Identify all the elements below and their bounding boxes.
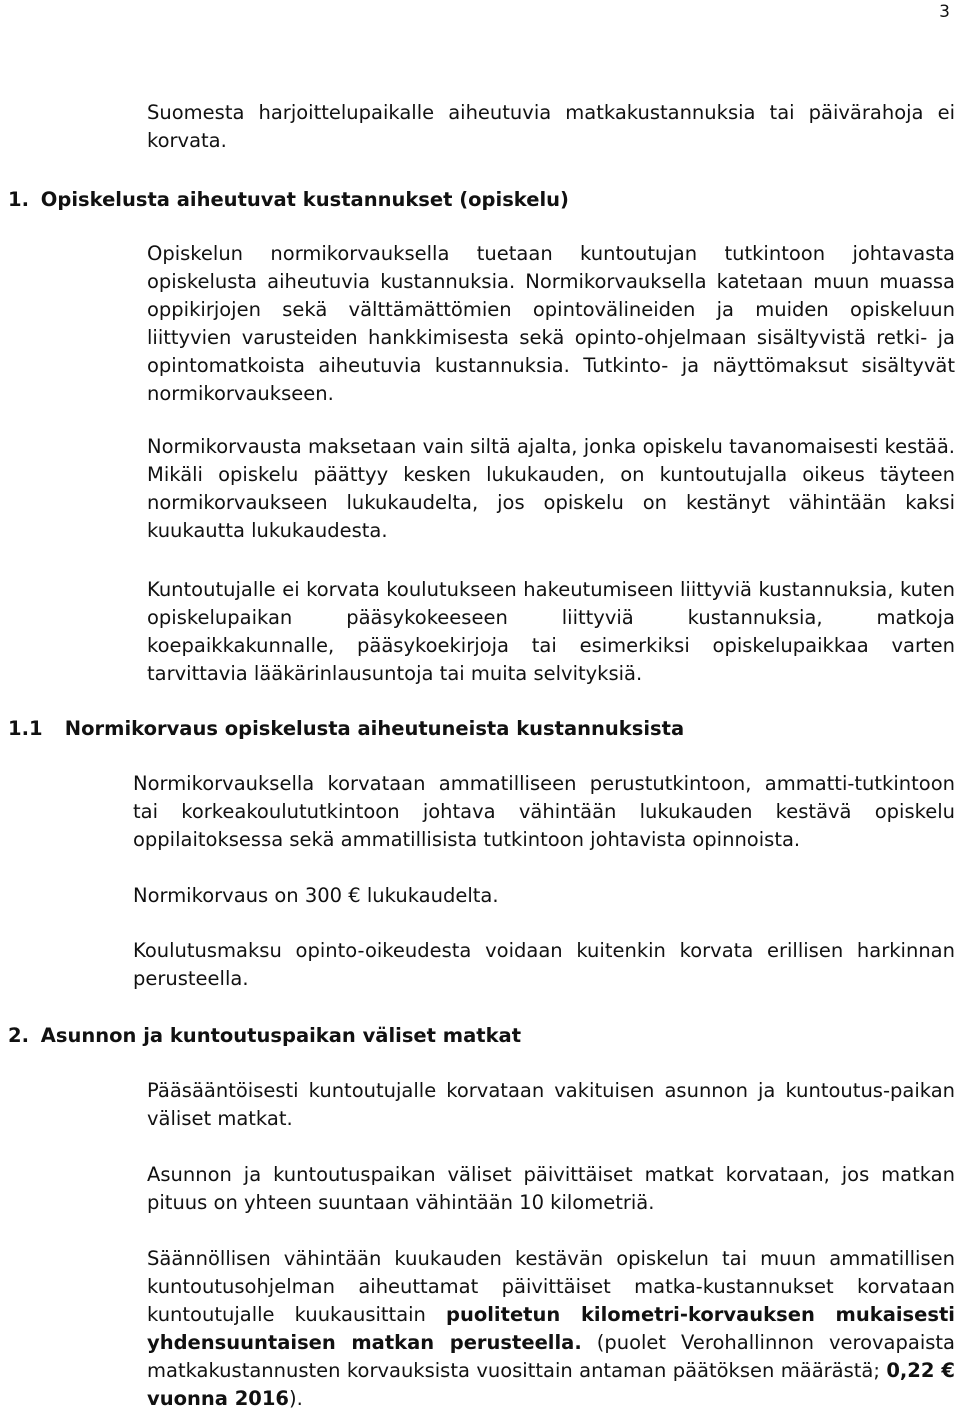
- paragraph-9-text-3: ).: [288, 1387, 303, 1410]
- heading-1: [8, 186, 569, 214]
- heading-number: 2.: [8, 1024, 29, 1047]
- paragraph-6: Koulutusmaksu opinto-oikeudesta voidaan kuitenkin korvata erillisen harkinnan perusteella.: [133, 939, 955, 990]
- paragraph-9: [147, 1245, 955, 1413]
- paragraph-3: Kuntoutujalle ei korvata koulutukseen hakeutumiseen liittyviä kustannuksia, kuten opiskelupaikan pääsykokeeseen liittyviä kustannuksia, matkoja koepaikkakunnalle, pääsykoekirjoja tai esimerkiksi opiskelupaikkaa varten tarvittavia lääkärinlausuntoja tai muita selvityksiä.: [147, 578, 955, 685]
- paragraph-intro: Suomesta harjoittelupaikalle aiheutuvia matkakustannuksia tai päivärahoja ei korvata.: [147, 101, 955, 152]
- paragraph-1: Opiskelun normikorvauksella tuetaan kuntoutujan tutkintoon johtavasta opiskelusta aiheutuvia kustannuksia. Normikorvauksella katetaan muun muassa oppikirjojen sekä välttämättömien opintovälineiden ja muiden opiskeluun liittyvien varusteiden hankkimisesta sekä opinto-ohjelmaan sisältyvistä retki- ja opintomatkoista aiheutuvia kustannuksia. Tutkinto- ja näyttömaksut sisältyvät normikorvaukseen.: [147, 242, 955, 405]
- page-number: 3: [939, 2, 950, 22]
- paragraph-9-text-1: Säännöllisen vähintään kuukauden kestävän opiskelun tai muun ammatillisen kuntoutusohjelman aiheuttamat päivittäiset matka-kustannukset korvataan kuntoutujalle kuukausittain: [147, 1247, 955, 1326]
- paragraph-9-text-2: (puolet Verohallinnon verovapaista matkakustannusten korvauksista vuosittain antaman päätöksen määrästä;: [147, 1331, 955, 1382]
- heading-1-1: [8, 715, 684, 743]
- heading-2: [8, 1022, 521, 1050]
- heading-number: 1.: [8, 188, 29, 211]
- paragraph-9-bold-1: puolitetun kilometri-korvauksen mukaisesti yhdensuuntaisen matkan perusteella.: [147, 1303, 955, 1354]
- paragraph-4: Normikorvauksella korvataan ammatilliseen perustutkintoon, ammatti-tutkintoon tai korkeakoulututkintoon johtava vähintään lukukauden kestävä opiskelu oppilaitoksessa sekä ammatillisista tutkintoon johtavista opinnoista.: [133, 772, 955, 851]
- paragraph-2: Normikorvausta maksetaan vain siltä ajalta, jonka opiskelu tavanomaisesti kestää. Mikäli opiskelu päättyy kesken lukukauden, on kuntoutujalla oikeus täyteen normikorvaukseen lukukaudelta, jos opiskelu on kestänyt vähintään kaksi kuukautta lukukaudesta.: [147, 435, 955, 542]
- heading-text: Asunnon ja kuntoutuspaikan väliset matkat: [40, 1024, 522, 1047]
- paragraph-5: Normikorvaus on 300 € lukukaudelta.: [133, 884, 499, 907]
- heading-number: 1.1: [8, 717, 43, 740]
- paragraph-8: Asunnon ja kuntoutuspaikan väliset päivittäiset matkat korvataan, jos matkan pituus on yhteen suuntaan vähintään 10 kilometriä.: [147, 1163, 955, 1214]
- paragraph-7: Pääsääntöisesti kuntoutujalle korvataan vakituisen asunnon ja kuntoutus-paikan väliset matkat.: [147, 1079, 955, 1130]
- heading-text: Opiskelusta aiheutuvat kustannukset (opiskelu): [40, 188, 569, 211]
- heading-text: Normikorvaus opiskelusta aiheutuneista kustannuksista: [64, 717, 685, 740]
- paragraph-9-bold-2: 0,22 € vuonna 2016: [147, 1359, 955, 1410]
